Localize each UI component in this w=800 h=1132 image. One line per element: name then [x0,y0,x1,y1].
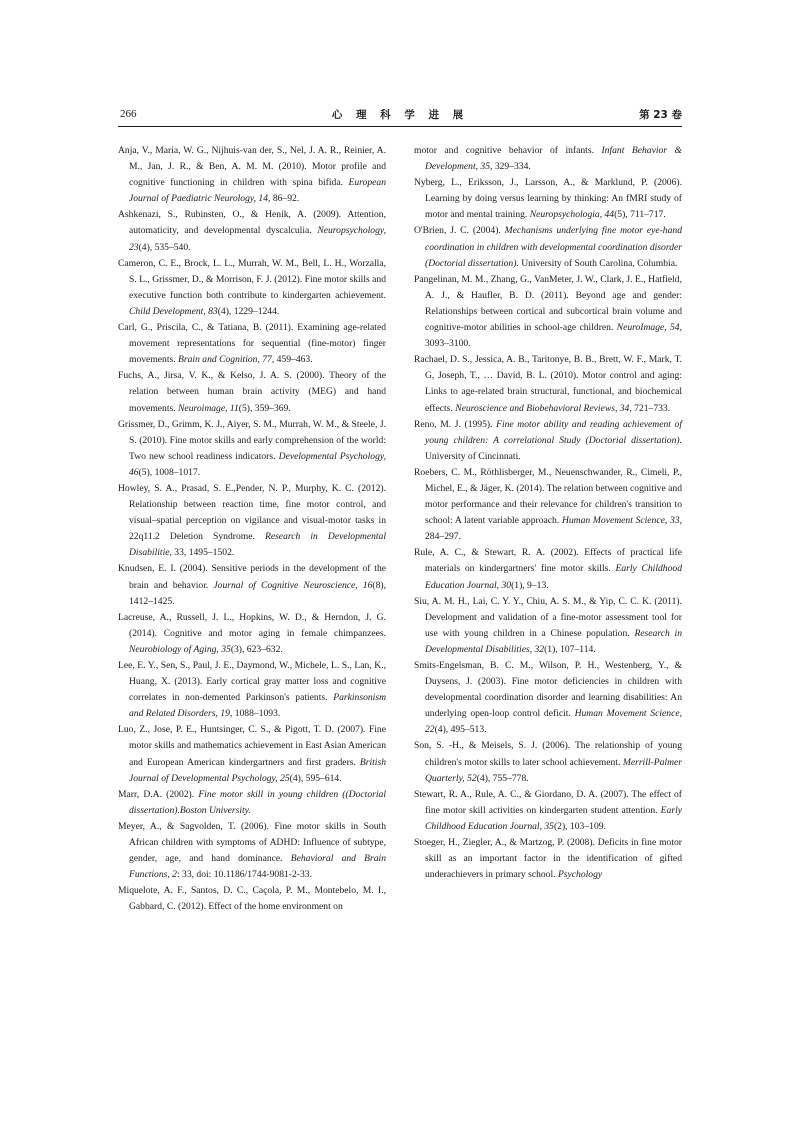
volume-label: 第 23 卷 [639,109,682,121]
reference-pages: (3), 623–632. [230,643,283,655]
reference-entry [118,256,386,320]
reference-entry [118,368,386,416]
reference-pages: University of South Carolina, Columbia. [518,257,678,269]
reference-pages: (4), 1229–1244. [217,305,280,317]
reference-source: Neuropsychologia, 44 [529,209,615,221]
reference-pages: 33, 1495–1502. [171,547,235,559]
reference-text: Ashkenazi, S., Rubinsten, O., & Henik, A. (2009). Attention, automaticity, and developmental dyscalculia. [118,209,386,237]
reference-source: Child Development, 83 [129,305,218,317]
reference-text: Knudsen, E. I. (2004). Sensitive periods in the development of the brain and behavior. [118,563,386,591]
reference-pages: (8), 1412–1425. [129,579,386,607]
reference-text: Carl, G., Priscila, C., & Tatiana, B. (2011). Examining age-related movement representations for sequential (fine-motor) finger movements. [118,322,386,366]
reference-entry [414,835,682,883]
reference-entry [414,594,682,658]
reference-pages: , 3093–3100. [425,322,682,350]
reference-entry [414,545,682,593]
reference-entry [118,561,386,609]
reference-text: Howley, S. A., Prasad, S. E.,Pender, N. P., Murphy, K. C. (2012). Relationship between reaction time, fine motor control, and visual–spatial perception on vigilance and visual-motor tasks in 22q11.2 Deletion Syndrome. [118,482,386,543]
reference-pages: (1), 107–114. [544,643,596,655]
reference-source: Early Childhood Education Journal, 35 [425,804,682,832]
reference-text: Marr, D.A. (2002). [118,788,199,800]
reference-pages: (4), 595–614. [289,772,342,784]
reference-pages: (4), 755–778. [476,772,529,784]
reference-entry [414,738,682,786]
reference-entry [118,883,386,915]
reference-source: British Journal of Developmental Psychology, 25 [129,756,386,784]
reference-entry [118,610,386,658]
reference-text: Lacreuse, A., Russell, J. L., Hopkins, W. D., & Herndon, J. G. (2014). Cognitive and motor aging in female chimpanzees. [118,611,386,639]
reference-pages: (4), 495–513. [434,724,487,736]
reference-entry [118,819,386,883]
reference-text: Miquelote, A. F., Santos, D. C., Caçola, P. M., Montebelo, M. I., Gabbard, C. (2012). Effect of the home environment on [118,885,386,913]
reference-text: Son, S. -H., & Meisels, S. J. (2006). The relationship of young children's motor skills to later school achievement. [414,740,682,768]
reference-source: Human Movement Science, 33 [561,515,680,527]
reference-pages: : 33, doi: 10.1186/1744-9081-2-33. [176,869,312,881]
reference-pages: , 86–92. [268,193,300,205]
reference-text: Lee, E. Y., Sen, S., Paul, J. E., Daymond, W., Michele, L. S., Lan, K., Huang, X. (2013). Early cortical gray matter loss and cognitive correlates in non-demented Parkinson's patients. [118,660,386,704]
reference-text: Grissmer, D., Grimm, K. J., Aiyer, S. M., Murrah, W. M., & Steele, J. S. (2010). Fine motor skills and early comprehension of the world: Two new school readiness indicators. [118,418,386,462]
reference-text: Nyberg, L., Eriksson, J., Larsson, A., & Marklund, P. (2006). Learning by doing versus learning by thinking: An fMRI study of motor and mental training. [414,177,682,221]
reference-source: Fine motor ability and reading achievement of young children: A correlational Study (Doctorial dissertation). [425,418,682,446]
reference-entry [414,465,682,545]
reference-text: Fuchs, A., Jirsa, V. K., & Kelso, J. A. S. (2000). Theory of the relation between human brain activity (MEG) and hand movements. [118,370,386,414]
reference-pages: (1), 9–13. [511,579,549,591]
reference-entry [118,320,386,368]
page-header [118,106,682,124]
reference-text: motor and cognitive behavior of infants. [414,145,602,156]
reference-entry [118,481,386,561]
reference-source: Merrill-Palmer Quarterly, 52 [425,756,682,784]
reference-entry [414,352,682,416]
reference-pages: , 721–733. [629,402,671,414]
reference-source: Neuroscience and Biobehavioral Reviews, 34 [455,402,630,414]
reference-entry [414,658,682,738]
reference-entry [118,787,386,819]
page-number: 266 [120,108,137,120]
reference-source: Mechanisms underlying fine motor eye-hand coordination in children with developmental coordination disorder (Doctorial dissertation). [425,225,682,269]
reference-source: Parkinsonism and Related Disorders, 19 [129,692,386,720]
reference-entry [414,223,682,271]
reference-text: Rule, A. C., & Stewart, R. A. (2002). Effects of practical life materials on kindergartners' fine motor skills. [414,547,682,575]
reference-entry [118,722,386,786]
reference-source: Neurobiology of Aging, 35 [129,643,231,655]
reference-source: Infant Behavior & Development, 35 [425,145,682,173]
reference-source: Psychology [557,869,603,881]
reference-source: Human Movement Science, 22 [425,708,682,736]
reference-pages: (2), 103–109. [553,820,606,832]
left-reference-column [118,143,386,916]
reference-pages: , 1088–1093. [229,708,281,720]
reference-pages: , 284–297. [425,515,682,543]
reference-pages: (5), 359–369. [238,402,291,414]
reference-source: Research in Developmental Disabilities, 32 [425,627,683,655]
reference-text: O'Brien, J. C. (2004). [414,225,505,237]
reference-pages: (5), 1008–1017. [138,466,201,478]
reference-source: Developmental Psychology, 46 [129,450,386,478]
reference-source: NeuroImage, 54 [616,322,680,334]
journal-title: 心 理 科 学 进 展 [331,109,469,121]
reference-entry [414,143,682,175]
reference-entry [414,272,682,352]
reference-text: Siu, A. M. H., Lai, C. Y. Y., Chiu, A. S. M., & Yip, C. C. K. (2011). Development and validation of a fine-motor assessment tool for use with young children in a Chinese population. [414,595,682,639]
reference-source: Fine motor skill in young children ((Doctorial dissertation).Boston University. [129,788,386,816]
reference-source: Research in Developmental Disabilitie, [129,531,386,559]
header-rule [118,126,682,127]
reference-entry [118,143,386,207]
reference-entry [118,417,386,481]
reference-text: Anja, V., Maria, W. G., Nijhuis-van der, S., Nel, J. A. R., Reinier, A. M., Jan, J. R., & Ben, A. M. M. (2010). Motor profile and cognitive functioning in children with spina bifida. [118,145,386,189]
reference-text: Smits-Engelsman, B. C. M., Wilson, P. H., Westenberg, Y., & Duysens, J. (2003). Fine motor deficiencies in children with developmental coordination disorder and learning disabilities: An underlying open-loop control deficit. [414,660,682,720]
reference-source: Brain and Cognition, 77 [178,354,272,366]
reference-source: Behavioral and Brain Functions, 2 [129,853,386,881]
reference-source: Neuroimage, 11 [178,402,239,414]
reference-pages: University of Cincinnati. [425,450,521,462]
reference-text: Luo, Z., Jose, P. E., Huntsinger, C. S., & Pigott, T. D. (2007). Fine motor skills and mathematics achievement in East Asian American and European American kindergartners and first graders. [118,724,386,768]
reference-entry [118,658,386,722]
reference-entry [118,207,386,255]
reference-source: Journal of Cognitive Neuroscience, 16 [213,579,373,591]
reference-text: Reno, M. J. (1995). [414,418,497,430]
reference-pages: (4), 535–540. [138,241,191,253]
reference-source: European Journal of Paediatric Neurology, 14 [129,177,386,205]
reference-text: Pangelinan, M. M., Zhang, G., VanMeter, J. W., Clark, J. E., Hatfield, A. J., & Haufler, B. D. (2011). Beyond age and gender: Relationships between cortical and subcortical brain volume and cognitive-motor abilities in school-age children. [414,273,682,334]
reference-pages: , 459–463. [271,354,313,366]
reference-text: Rachael, D. S., Jessica, A. B., Taritonye, B. B., Brett, W. F., Mark, T. G, Joseph, T., … David, B. L. (2010). Motor control and aging: Links to age-related brain structural, functional, and biochemical effects. [414,354,682,414]
reference-pages: (5), 711–717. [614,209,666,221]
reference-pages: , 329–334. [490,161,531,173]
reference-source: Neuropsychology, 23 [129,225,386,253]
reference-entry [414,175,682,223]
reference-text: Cameron, C. E., Brock, L. L., Murrah, W. M., Bell, L. H., Worzalla, S. L., Grissmer, D., & Morrison, F. J. (2012). Fine motor skills and executive function both contribute to kindergarten achievement. [118,257,386,301]
reference-entry [414,787,682,835]
reference-text: Stewart, R. A., Rule, A. C., & Giordano, D. A. (2007). The effect of fine motor skill activities on kindergarten student attention. [414,788,682,816]
reference-source: Early Childhood Education Journal, 30 [425,563,682,591]
reference-text: Roebers, C. M., Röthlisberger, M., Neuenschwander, R., Cimeli, P., Michel, E., & Jäger, K. (2014). The relation between cognitive and motor performance and their relevance for children's transition to school: A latent variable approach. [414,466,682,527]
reference-entry [414,417,682,465]
reference-text: Meyer, A., & Sagvolden, T. (2006). Fine motor skills in South African children with symptoms of ADHD: Influence of subtype, gender, age, and hand dominance. [118,820,386,865]
right-reference-column [414,143,682,883]
reference-text: Stoeger, H., Ziegler, A., & Martzog, P. (2008). Deficits in fine motor skill as an important factor in the identification of gifted underachievers in primary school. [414,837,682,881]
